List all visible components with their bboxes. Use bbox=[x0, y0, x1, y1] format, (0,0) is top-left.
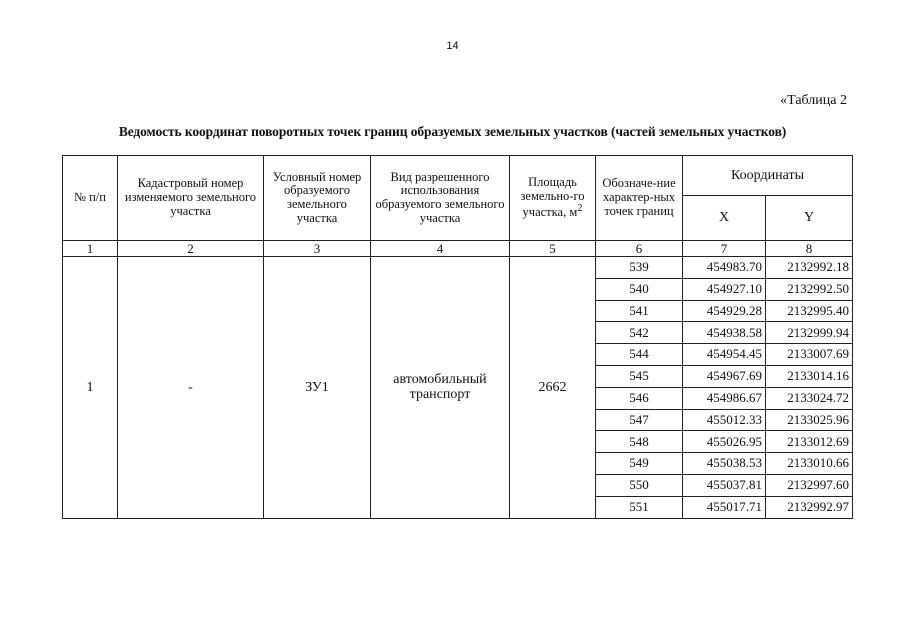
point-x: 454986.67 bbox=[683, 387, 766, 409]
record-cadastral: - bbox=[118, 257, 264, 519]
point-id: 547 bbox=[596, 409, 683, 431]
header-y: Y bbox=[766, 196, 853, 241]
table-reference: «Таблица 2 bbox=[780, 93, 847, 108]
point-y: 2133024.72 bbox=[766, 387, 853, 409]
column-number: 4 bbox=[371, 241, 510, 257]
point-id: 551 bbox=[596, 496, 683, 518]
point-x: 455037.81 bbox=[683, 474, 766, 496]
point-id: 546 bbox=[596, 387, 683, 409]
point-x: 454954.45 bbox=[683, 344, 766, 366]
point-id: 550 bbox=[596, 474, 683, 496]
point-y: 2132997.60 bbox=[766, 474, 853, 496]
point-x: 454938.58 bbox=[683, 322, 766, 344]
point-x: 454967.69 bbox=[683, 365, 766, 387]
column-number: 8 bbox=[766, 241, 853, 257]
point-id: 549 bbox=[596, 453, 683, 475]
header-use-type: Вид разрешенного использования образуемого земельного участка bbox=[371, 156, 510, 241]
header-num: № п/п bbox=[63, 156, 118, 241]
header-area-text: Площадь земельно-го участка, м bbox=[520, 174, 585, 220]
record-conditional: ЗУ1 bbox=[264, 257, 371, 519]
header-area-sup: 2 bbox=[577, 203, 583, 215]
point-y: 2132992.97 bbox=[766, 496, 853, 518]
header-cadastral: Кадастровый номер изменяемого земельного участка bbox=[118, 156, 264, 241]
point-id: 544 bbox=[596, 344, 683, 366]
column-number: 3 bbox=[264, 241, 371, 257]
header-x: X bbox=[683, 196, 766, 241]
header-conditional: Условный номер образуемого земельного участка bbox=[264, 156, 371, 241]
point-id: 541 bbox=[596, 300, 683, 322]
point-x: 455017.71 bbox=[683, 496, 766, 518]
point-y: 2133025.96 bbox=[766, 409, 853, 431]
point-y: 2132992.50 bbox=[766, 278, 853, 300]
point-x: 454929.28 bbox=[683, 300, 766, 322]
column-number: 5 bbox=[510, 241, 596, 257]
point-y: 2132999.94 bbox=[766, 322, 853, 344]
point-x: 454983.70 bbox=[683, 257, 766, 279]
header-area bbox=[510, 156, 596, 241]
point-y: 2133007.69 bbox=[766, 344, 853, 366]
column-number: 1 bbox=[63, 241, 118, 257]
point-id: 542 bbox=[596, 322, 683, 344]
point-y: 2132995.40 bbox=[766, 300, 853, 322]
column-number: 6 bbox=[596, 241, 683, 257]
record-num: 1 bbox=[63, 257, 118, 519]
point-id: 548 bbox=[596, 431, 683, 453]
column-number: 2 bbox=[118, 241, 264, 257]
header-points: Обозначе-ние характер-ных точек границ bbox=[596, 156, 683, 241]
record-use-type: автомобильный транспорт bbox=[371, 257, 510, 519]
point-x: 455038.53 bbox=[683, 453, 766, 475]
coordinates-table bbox=[62, 155, 853, 519]
page-number: 14 bbox=[446, 40, 459, 52]
point-id: 545 bbox=[596, 365, 683, 387]
point-y: 2133014.16 bbox=[766, 365, 853, 387]
point-y: 2132992.18 bbox=[766, 257, 853, 279]
point-x: 455026.95 bbox=[683, 431, 766, 453]
column-number: 7 bbox=[683, 241, 766, 257]
point-x: 454927.10 bbox=[683, 278, 766, 300]
point-y: 2133010.66 bbox=[766, 453, 853, 475]
header-coordinates: Координаты bbox=[683, 156, 853, 196]
document-title: Ведомость координат поворотных точек границ образуемых земельных участков (частей земельных участков) bbox=[118, 124, 787, 139]
point-x: 455012.33 bbox=[683, 409, 766, 431]
point-id: 539 bbox=[596, 257, 683, 279]
record-area: 2662 bbox=[510, 257, 596, 519]
table-row bbox=[63, 257, 853, 279]
point-y: 2133012.69 bbox=[766, 431, 853, 453]
point-id: 540 bbox=[596, 278, 683, 300]
